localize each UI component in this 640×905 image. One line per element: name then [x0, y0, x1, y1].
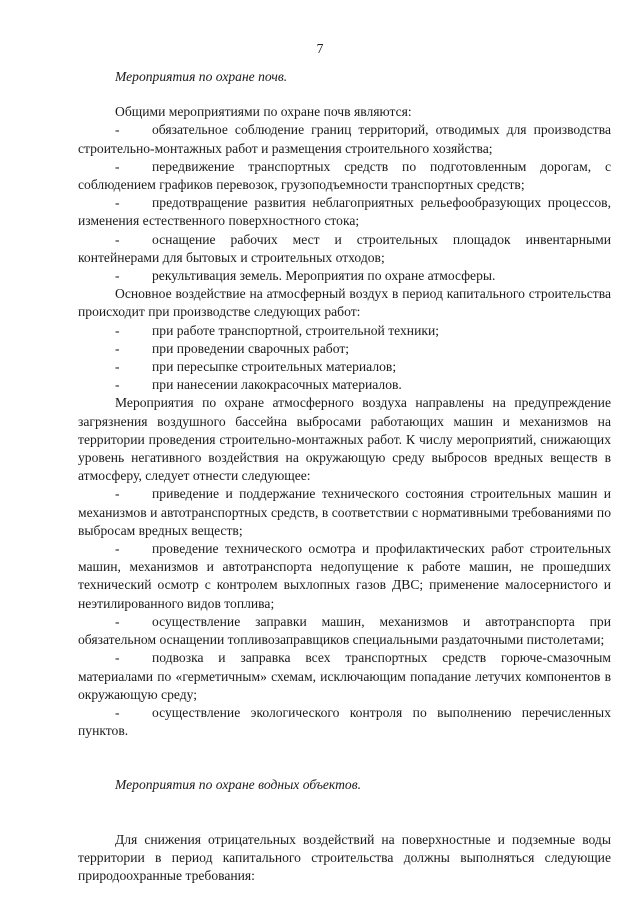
- list-item: [78, 194, 611, 230]
- page-number: 7: [316, 41, 324, 56]
- list-item-text: при проведении сварочных работ;: [152, 340, 350, 356]
- list-item-text: предотвращение развития неблагоприятных рельефообразующих процессов, изменения естественного поверхностного стока;: [78, 195, 611, 229]
- list-item: [78, 358, 611, 376]
- list-item: [78, 649, 611, 704]
- list-item: [78, 158, 611, 194]
- list-item: [78, 376, 611, 394]
- list-dash: -: [115, 122, 120, 138]
- list-item: [78, 485, 611, 540]
- section-heading-soil: Мероприятия по охране почв.: [115, 69, 288, 84]
- list-item: [78, 540, 611, 613]
- list-dash: -: [115, 613, 120, 629]
- list-dash: -: [115, 231, 120, 247]
- list-item-text: проведение технического осмотра и профилактических работ строительных машин, механизмов и автотранспорта недопущение к работе машин, не прошедших технический осмотр с контролем выхлопных газов ДВС; применение малосернистого и неэтилированного видов топлива;: [78, 541, 611, 611]
- list-item: [78, 613, 611, 649]
- list-item-text: осуществление заправки машин, механизмов и автотранспорта при обязательном оснащении топливозаправщиков специальными раздаточными пистолетами;: [78, 613, 611, 648]
- list-dash: -: [115, 195, 120, 211]
- list-item-text: при пересыпке строительных материалов;: [152, 359, 397, 375]
- list-dash: -: [115, 322, 120, 338]
- list-dash: -: [115, 158, 120, 174]
- list-item: [78, 704, 611, 740]
- paragraph-atmosphere-intro: Основное воздействие на атмосферный воздух в период капитального строительства происходит при производстве следующих работ:: [78, 286, 611, 320]
- paragraph-water-intro: Для снижения отрицательных воздействий на поверхностные и подземные воды территории в период капитального строительства должны выполняться следующие природоохранные требования:: [78, 831, 611, 883]
- list-item-text: рекультивация земель. Мероприятия по охране атмосферы.: [152, 268, 496, 284]
- list-item: [78, 340, 611, 358]
- list-dash: -: [115, 377, 120, 393]
- list-item-text: приведение и поддержание технического состояния строительных машин и механизмов и автотранспортных средств, в соответствии с нормативными требованиями по выбросам вредных веществ;: [78, 486, 611, 538]
- list-dash: -: [115, 268, 120, 284]
- list-dash: -: [115, 704, 120, 720]
- list-item-text: обязательное соблюдение границ территорий, отводимых для производства строительно-монтажных работ и размещения строительного хозяйства;: [78, 122, 611, 156]
- list-item-text: подвозка и заправка всех транспортных средств горюче-смазочным материалами по «герметичным» схемам, исключающим попадание летучих компонентов в окружающую среду;: [78, 650, 611, 702]
- list-item-text: при работе транспортной, строительной техники;: [152, 322, 440, 338]
- list-dash: -: [115, 359, 120, 375]
- list-item: [78, 231, 611, 267]
- list-item-text: при нанесении лакокрасочных материалов.: [152, 377, 402, 393]
- list-item-text: оснащение рабочих мест и строительных площадок инвентарными контейнерами для бытовых и строительных отходов;: [78, 231, 611, 265]
- document-body: [78, 68, 611, 885]
- list-dash: -: [115, 486, 120, 502]
- list-item-text: осуществление экологического контроля по выполнению перечисленных пунктов.: [78, 704, 611, 739]
- list-dash: -: [115, 650, 120, 666]
- paragraph-soil-intro: Общими мероприятиями по охране почв являются:: [115, 104, 412, 120]
- list-item: [78, 267, 611, 285]
- list-item-text: передвижение транспортных средств по подготовленным дорогам, с соблюдением графиков перевозок, грузоподъемности транспортных средств;: [78, 158, 611, 193]
- list-dash: -: [115, 541, 120, 557]
- list-item: [78, 121, 611, 157]
- section-heading-water: Мероприятия по охране водных объектов.: [115, 777, 362, 793]
- list-dash: -: [115, 340, 120, 356]
- list-item: [78, 322, 611, 340]
- paragraph-atmosphere-measures: Мероприятия по охране атмосферного воздуха направлены на предупреждение загрязнения воздушного бассейна выбросами работающих машин и механизмов на территории проведения строительно-монтажных работ. К числу мероприятий, снижающих уровень негативного воздействия на окружающую среду выбросов вредных веществ в атмосферу, следует отнести следующее:: [78, 395, 611, 484]
